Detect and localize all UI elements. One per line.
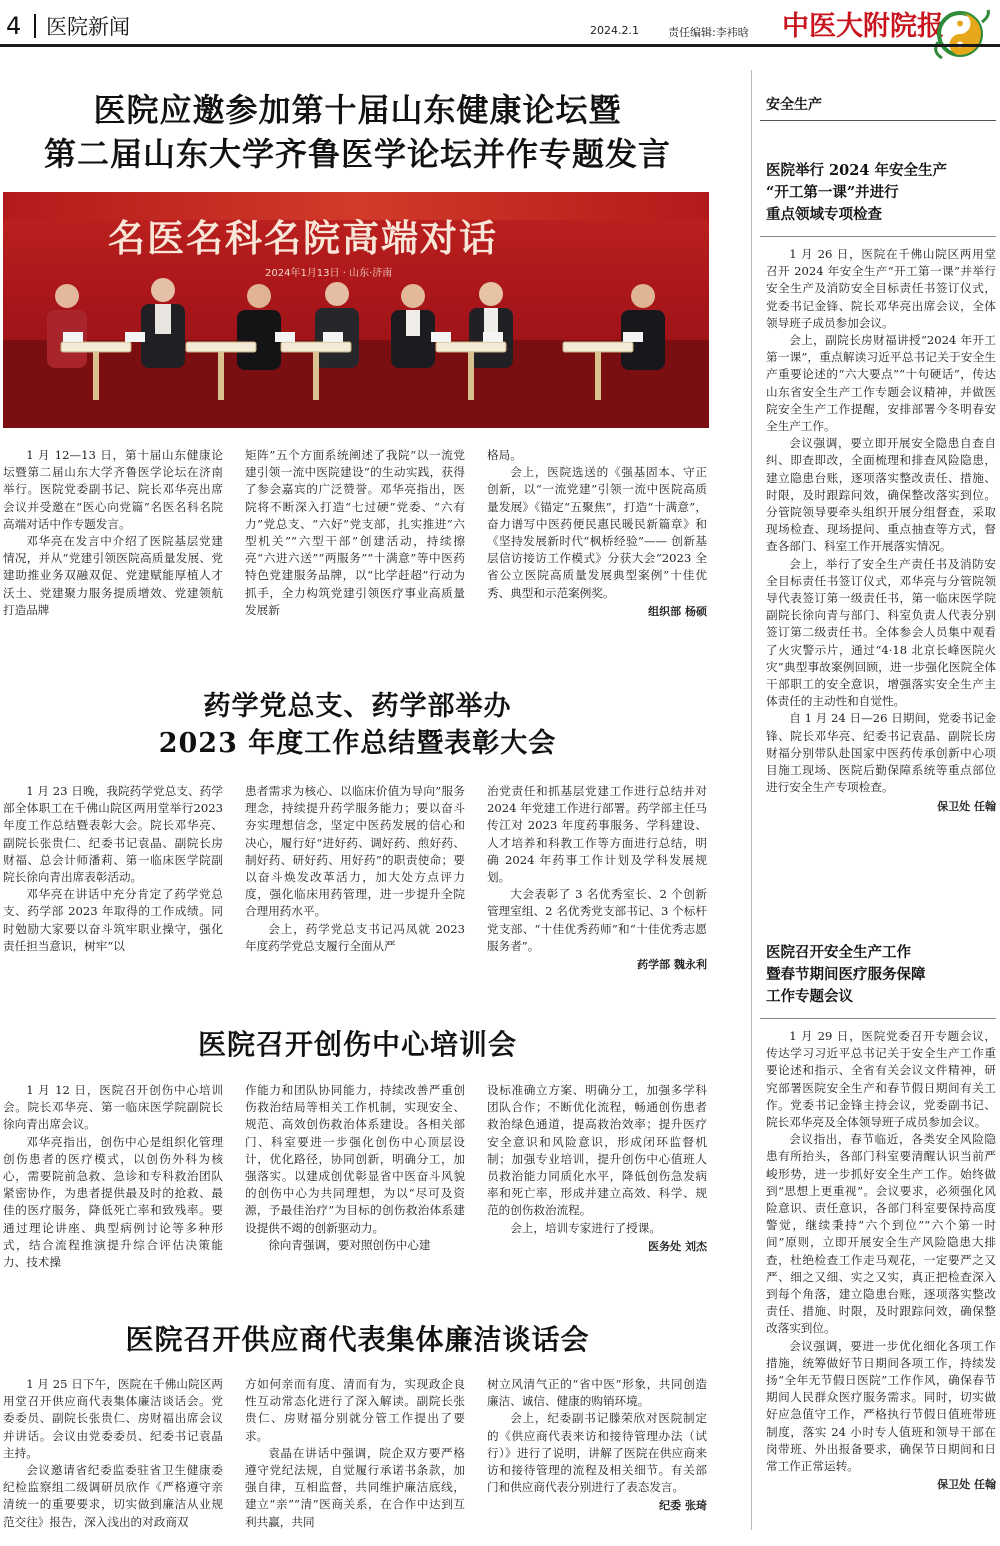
article-2-headline-line-2: 2023 年度工作总结暨表彰大会: [158, 728, 557, 759]
sidebar-article-2-title: [766, 942, 996, 1008]
sidebar-article-2-signature: 保卫处 任翰: [937, 1478, 996, 1492]
paragraph: 治党责任和抓基层党建工作进行总结并对 2024 年党建工作进行部署。药学部主任马传江对 2023 年度药事服务、学科建设、人才培养和科教工作等方面进行总结，明确 2024 年药事工作计划及学科发展规划。: [487, 784, 707, 885]
paragraph: 1 月 23 日晚，我院药学党总支、药学部全体职工在千佛山院区两用堂举行2023 年度工作总结暨表彰大会。院长邓华亮、副院长张贵仁、纪委书记袁晶、副院长房财福、总会计师潘莉、第一临床医学院副院长徐向青出席表彰活动。: [3, 784, 223, 885]
article-4-signature: 纪委 张琦: [659, 1499, 707, 1513]
paragraph: 邓华亮在发言中介绍了医院基层党建情况，并从“党建引领医院高质量发展、党建助推业务双融双促、党建赋能厚植人才沃土、党建聚力服务提质增效、党建领航打造品牌: [3, 534, 223, 617]
speaker-3: [237, 284, 281, 370]
paragraph: 大会表彰了 3 名优秀室长、2 个创新管理室组、2 名优秀党支部书记、3 个标杆党支部、“十佳优秀药师”和“十佳优秀志愿服务者”。: [487, 887, 707, 953]
section-name: 医院新闻: [46, 15, 130, 39]
paragraph: 会议强调，要立即开展安全隐患自查自纠、即查即改，全面梳理和排查风险隐患，建立隐患台账，逐项落实整改责任、措施、时限，及时跟踪问效，确保整改落实到位。分管院领导要牵头组织开展分组督查，采取现场检查、现场提问、重点抽查等方式，督查各部门、科室工作开展落实情况。: [766, 436, 996, 554]
article-1-column: [245, 447, 465, 620]
paragraph: 袁晶在讲话中强调，院企双方要严格遵守党纪法规，自觉履行承诺书条款，加强自律，互相监督，共同维护廉洁底线，建立“亲”“清”医商关系，在合作中达到互利共赢，共同: [245, 1445, 465, 1529]
article-2-body: [3, 783, 709, 973]
article-2-column: [245, 783, 465, 973]
sidebar-article-1-signature: 保卫处 任翰: [937, 799, 996, 813]
paragraph: 矩阵”五个方面系统阐述了我院“以一流党建引领一流中医院建设”的生动实践，获得了参会嘉宾的广泛赞誉。邓华亮指出，医院将不断深入打造“七过硬”党委、“六有力”党总支、“六好”党支部，扎实推进“六型机关”“六型干部”创建活动，持续擦亮“六进六送”“两服务”“十满意”等中医药特色党建服务品牌，以“比学赶超”行动为抓手，全力构筑党建引领医疗事业高质量发展新: [245, 448, 465, 617]
paragraph: 邓华亮指出，创伤中心是组织化管理创伤患者的医疗模式，以创伤外科为核心，需要院前急救、急诊和专科救治团队紧密协作，为患者提供最及时的抢救、最佳的医疗服务，降低死亡率和致残率。要通过理论讲座、典型病例讨论等多种形式，结合流程推演提升综合评估决策能力、技术操: [3, 1134, 223, 1270]
paragraph: 会上，副院长房财福讲授“2024 年开工第一课”，重点解读习近平总书记关于安全生产重要论述的“六大要点”“十句硬话”，传达山东省安全生产工作专题会议精神，并做医院安全生产工作提醒，安排部署今冬明春安全生产工作。: [766, 333, 996, 434]
article-3-body: [3, 1082, 709, 1271]
article-1-headline-line-2: 第二届山东大学齐鲁医学论坛并作专题发言: [43, 135, 671, 173]
speaker-5: [391, 284, 435, 368]
column-divider: [751, 70, 752, 1530]
article-2-signature: 药学部 魏永利: [637, 958, 707, 972]
paragraph: 方如何亲而有度、清而有为，实现政企良性互动常态化进行了深入解读。副院长张贵仁、房财福分别就分管工作提出了要求。: [245, 1377, 465, 1443]
title-line: 工作专题会议: [766, 988, 853, 1005]
article-3-headline: 医院召开创伤中心培训会: [197, 1028, 517, 1061]
forum-photo: [3, 192, 709, 428]
article-2-column: [487, 783, 707, 973]
paragraph: 1 月 26 日，医院在千佛山院区两用堂召开 2024 年安全生产“开工第一课”并举行安全生产及消防安全目标责任书签订仪式，党委书记金锋、院长邓华亮出席会议，全体领导班子成员参加会议。: [766, 247, 996, 330]
paragraph: 格局。: [487, 448, 522, 462]
paragraph: 作能力和团队协同能力，持续改善严重创伤救治结局等相关工作机制，实现安全、规范、高效创伤救治体系建设。各相关部门、科室要进一步强化创伤中心顶层设计，优化路径，协同创新，明确分工，加强落实。以建成创优彰显省中医奋斗风貌的创伤中心为共同理想，为以“尽可及资源，予最佳治疗”为目标的创伤救治体系建设提供不竭的创新驱动力。: [245, 1083, 465, 1235]
sidebar-article-1-rule: [760, 236, 996, 237]
sidebar-article-2-body: [766, 1028, 996, 1493]
paragraph: 1 月 25 日下午，医院在千佛山院区两用堂召开供应商代表集体廉洁谈话会。党委委员、副院长张贵仁、房财福出席会议并讲话。会议由党委委员、纪委书记袁晶主持。: [3, 1377, 223, 1460]
hospital-logo-icon: [930, 8, 994, 62]
article-2-headline: [0, 688, 715, 762]
speaker-2: [141, 278, 185, 368]
title-line: 重点领域专项检查: [766, 206, 882, 223]
page-number: 4: [6, 12, 22, 40]
title-line: 暨春节期间医疗服务保障: [766, 966, 926, 983]
speaker-4: [315, 282, 359, 368]
panel-speakers-figures: [3, 192, 709, 428]
article-2-column: [3, 783, 223, 973]
title-line: 医院举行 2024 年安全生产: [766, 162, 947, 179]
article-4-headline: 医院召开供应商代表集体廉洁谈话会: [125, 1323, 590, 1356]
title-line: 医院召开安全生产工作: [766, 944, 911, 961]
article-1-body: [3, 447, 709, 620]
article-1-signature: 组织部 杨硕: [648, 604, 707, 618]
sidebar-article-1-body: [766, 246, 996, 815]
speaker-6: [469, 282, 513, 368]
speaker-7: [621, 284, 665, 370]
paragraph: 患者需求为核心、以临床价值为导向”服务理念，持续提升药学服务能力；要以奋斗夯实理想信念，坚定中医药发展的信心和决心，履行好“进好药、调好药、煎好药、制好药、研好药、用好药”的职责使命；要以奋斗焕发改革活力，加大处方点评力度，强化临床用药管理，进一步提升全院合理用药水平。: [245, 784, 465, 919]
paragraph: 设标准确立方案、明确分工，加强多学科团队合作；不断优化流程，畅通创伤患者救治绿色通道，提高救治效率；提升医疗安全意识和风险意识，形成闭环监督机制；加强专业培训，提升创伤中心值班人员救治能力同质化水平，降低创伤急发病率和死亡率，形成并建立高效、科学、规范的创伤救治流程。: [487, 1083, 707, 1218]
paragraph: 邓华亮在讲话中充分肯定了药学党总支、药学部 2023 年取得的工作成绩。同时勉励大家要以奋斗筑牢职业操守，强化责任担当意识，树牢“以: [3, 887, 223, 953]
masthead-title: 中医大附院报: [782, 11, 944, 42]
paragraph: 会上，医院选送的《强基固本、守正创新，以“一流党建”引领一流中医院高质量发展》《锚定“五聚焦”，打造“十满意”，奋力谱写中医药便民惠民暖民新篇章》和《坚持发展新时代“枫桥经验”—— 创新基层信访接访工作模式》分获大会“2023 全省公立医院高质量发展典型案例”十佳优秀、典型和示范案例奖。: [487, 465, 707, 600]
sidebar-article-2-rule: [760, 1018, 996, 1019]
article-2-headline-line-1: 药学党总支、药学部举办: [203, 691, 512, 722]
article-4-body: [3, 1376, 709, 1531]
paragraph: 会议指出，春节临近，各类安全风险隐患有所抬头，各部门科室要清醒认识当前严峻形势，进一步抓好安全生产工作。始终做到“思想上更重视”。会议要求，必须强化风险意识、责任意识，各部门科室要保持高度警觉，继续秉持“六个到位”“六个第一时间”原则，立即开展安全生产风险隐患大排查，杜绝检查工作走马观花，一定要严之又严、细之又细、实之又实，真正把检查深入到每个角落，建立隐患台账，逐项落实整改责任、措施、时限，及时跟踪问效，确保整改落实到位。: [766, 1132, 996, 1336]
sidebar-section-label: 安全生产: [766, 97, 822, 113]
paragraph: 会上，培训专家进行了授课。: [510, 1220, 661, 1235]
photo-date-text: 2024年1月13日 · 山东·济南: [265, 268, 393, 279]
article-1-column: [3, 447, 223, 620]
paragraph: 会上，药学党总支书记冯凤就 2023 年度药学党总支履行全面从严: [245, 921, 465, 953]
article-3-column: [3, 1082, 223, 1271]
title-line: “开工第一课”并进行: [766, 184, 899, 201]
paragraph: 1 月 12 日，医院召开创伤中心培训会。院长邓华亮、第一临床医学院副院长徐向青出席会议。: [3, 1083, 223, 1132]
header-divider: [34, 14, 36, 38]
header-rule: [0, 44, 1000, 47]
article-3-signature: 医务处 刘杰: [648, 1239, 707, 1253]
article-1-column: [487, 447, 707, 620]
paragraph: 徐向青强调，要对照创伤中心建: [268, 1237, 431, 1252]
article-3-column: [487, 1082, 707, 1271]
sidebar-article-1-title: [766, 160, 996, 226]
paragraph: 1 月 12—13 日，第十届山东健康论坛暨第二届山东大学齐鲁医学论坛在济南举行。医院党委副书记、院长邓华亮出席会议并受邀在“医心向党篇”名医名科名院高端对话中作专题发言。: [3, 448, 223, 531]
speaker-1: [47, 284, 87, 368]
paragraph: 树立风清气正的“省中医”形象，共同创造廉洁、诚信、健康的购销环境。: [487, 1377, 707, 1409]
sidebar-label-rule: [760, 120, 996, 121]
editor-credit: 责任编辑:李袆晗: [668, 26, 749, 39]
photo-banner-text: 名医名科名院高端对话: [108, 217, 498, 260]
article-4-column: [487, 1376, 707, 1531]
paragraph: 会议强调，要进一步优化细化各项工作措施，统筹做好节日期间各项工作，持续发扬“全年无节假日医院”工作作风，确保春节期间人民群众医疗服务需求。同时，切实做好应急值守工作，严格执行节假日值班带班制度，落实 24 小时专人值班和领导干部在岗带班、外出报备要求，确保节日期间和日常工作正常运转。: [766, 1338, 996, 1474]
paragraph: 会议邀请省纪委监委驻省卫生健康委纪检监察组二级调研员欣作《严格遵守亲清统一的重要要求，切实做到廉洁从业规范交往》报告，深入浅出的对政商双: [3, 1463, 223, 1529]
paragraph: 会上，纪委副书记滕荣欣对医院制定的《供应商代表来访和接待管理办法（试行）》进行了说明，讲解了医院在供应商来访和接待管理的流程及相关细节。有关部门和供应商代表分别进行了表态发言。: [487, 1411, 707, 1495]
paragraph: 1 月 29 日，医院党委召开专题会议，传达学习习近平总书记关于安全生产工作重要论述和指示、全省有关会议文件精神，研究部署医院安全生产和春节假日期间有关工作。党委书记金锋主持会议，党委副书记、院长邓华亮及全体领导班子成员参加会议。: [766, 1029, 996, 1130]
article-1-headline: [0, 88, 715, 176]
article-1-headline-line-1: 医院应邀参加第十届山东健康论坛暨: [93, 91, 622, 129]
paragraph: 自 1 月 24 日—26 日期间，党委书记金锋、院长邓华亮、纪委书记袁晶、副院长房财福分别带队赴国家中医药传承创新中心项目施工现场、医院后勤保障系统等重点部位进行安全生产专项检查。: [766, 711, 996, 795]
article-4-column: [3, 1376, 223, 1531]
article-3-column: [245, 1082, 465, 1271]
paragraph: 会上，举行了安全生产责任书及消防安全目标责任书签订仪式，邓华亮与分管院领导代表签订第一级责任书，第一临床医学院副院长徐向青与部门、科室负责人代表分别签订第二级责任书。全体参会人员集中观看了火灾警示片，通过“4·18 北京长峰医院火灾”典型事故案例回顾，进一步强化医院全体干部职工的安全意识，增强落实安全生产主体责任的主动性和自觉性。: [766, 556, 996, 709]
issue-date: 2024.2.1: [590, 24, 639, 37]
article-4-column: [245, 1376, 465, 1531]
